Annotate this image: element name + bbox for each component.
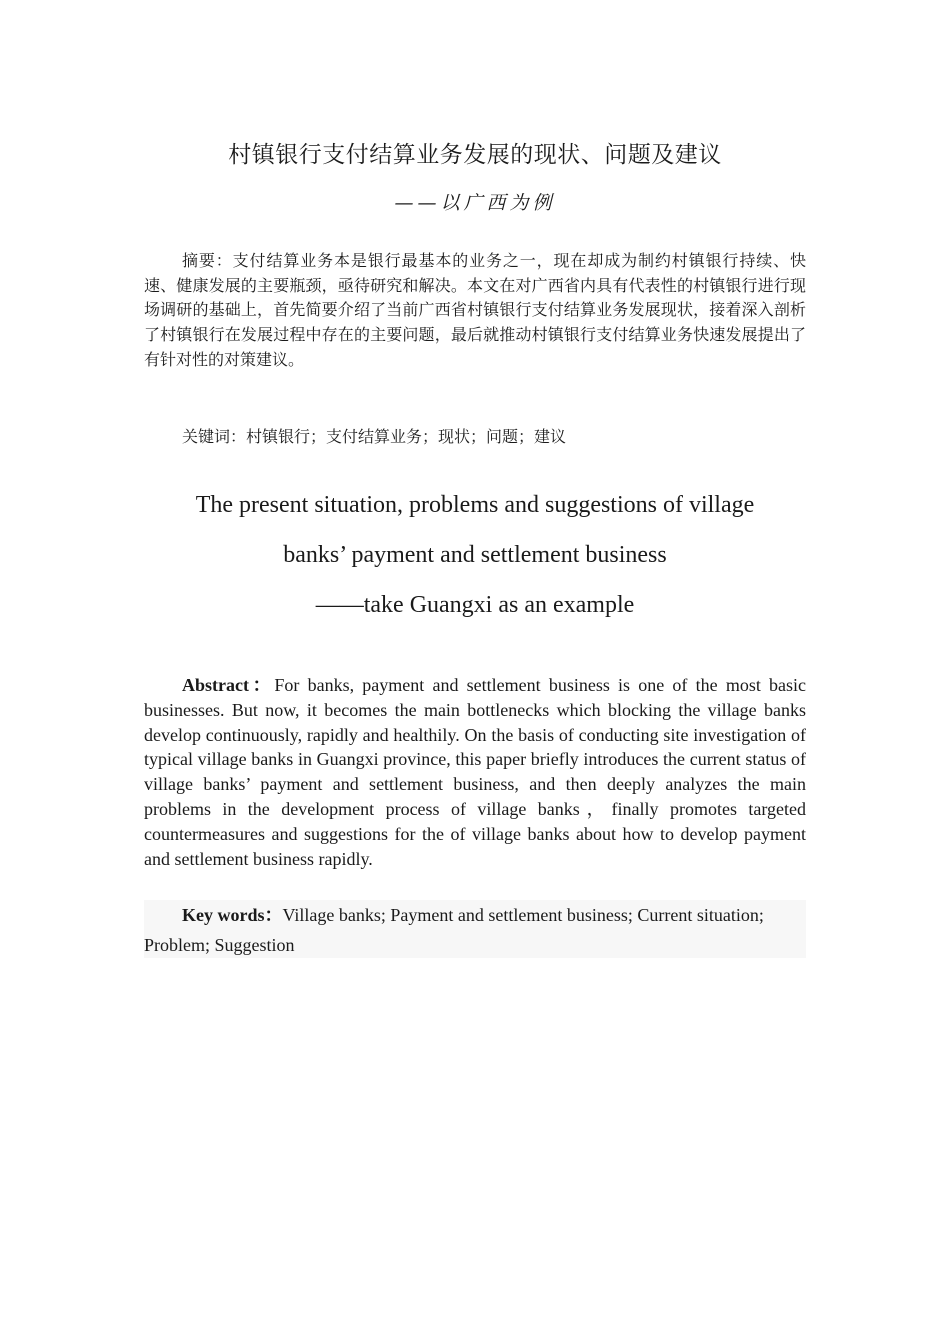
english-keywords (144, 900, 806, 958)
chinese-keywords (144, 425, 806, 449)
english-abstract-text: For banks, payment and settlement business is one of the most basic businesses. But now, it becomes the main bottlenecks which blocking the village banks develop continuously, rapidly and healthily. On the basis of conducting site investigation of typical village banks in Guangxi province, this paper briefly introduces the current status of village banks’ payment and settlement business, and then deeply analyzes the main problems in the development process of village banks，finally promotes targeted countermeasures and suggestions for the of village banks about how to develop payment and settlement business rapidly. (144, 675, 807, 869)
english-keywords-text: Village banks; Payment and settlement business; Current situation; Problem; Suggestion (144, 905, 764, 955)
english-abstract-label: Abstract： (182, 675, 275, 695)
chinese-keywords-text: 村镇银行；支付结算业务；现状；问题；建议 (246, 427, 567, 446)
chinese-title: 村镇银行支付结算业务发展的现状、问题及建议 (228, 142, 722, 168)
chinese-abstract (144, 249, 806, 373)
chinese-abstract-text: 支付结算业务本是银行最基本的业务之一，现在却成为制约村镇银行持续、快速、健康发展的主要瓶颈，亟待研究和解决。本文在对广西省内具有代表性的村镇银行进行现场调研的基础上，首先简要介绍了当前广西省村镇银行支付结算业务发展现状，接着深入剖析了村镇银行在发展过程中存在的主要问题，最后就推动村镇银行支付结算业务快速发展提出了有针对性的对策建议。 (144, 251, 806, 369)
english-title (144, 480, 806, 630)
english-abstract (144, 673, 806, 871)
chinese-keywords-label: 关键词： (182, 427, 247, 446)
chinese-subtitle: ——以广西为例 (394, 192, 556, 214)
english-title-line-1: The present situation, problems and suggestions of village (195, 492, 755, 518)
english-keywords-label: Key words： (182, 905, 283, 925)
chinese-abstract-label: 摘要： (182, 251, 233, 270)
english-title-line-3: ——take Guangxi as an example (315, 592, 635, 618)
english-title-line-2: banks’ payment and settlement business (283, 542, 667, 568)
